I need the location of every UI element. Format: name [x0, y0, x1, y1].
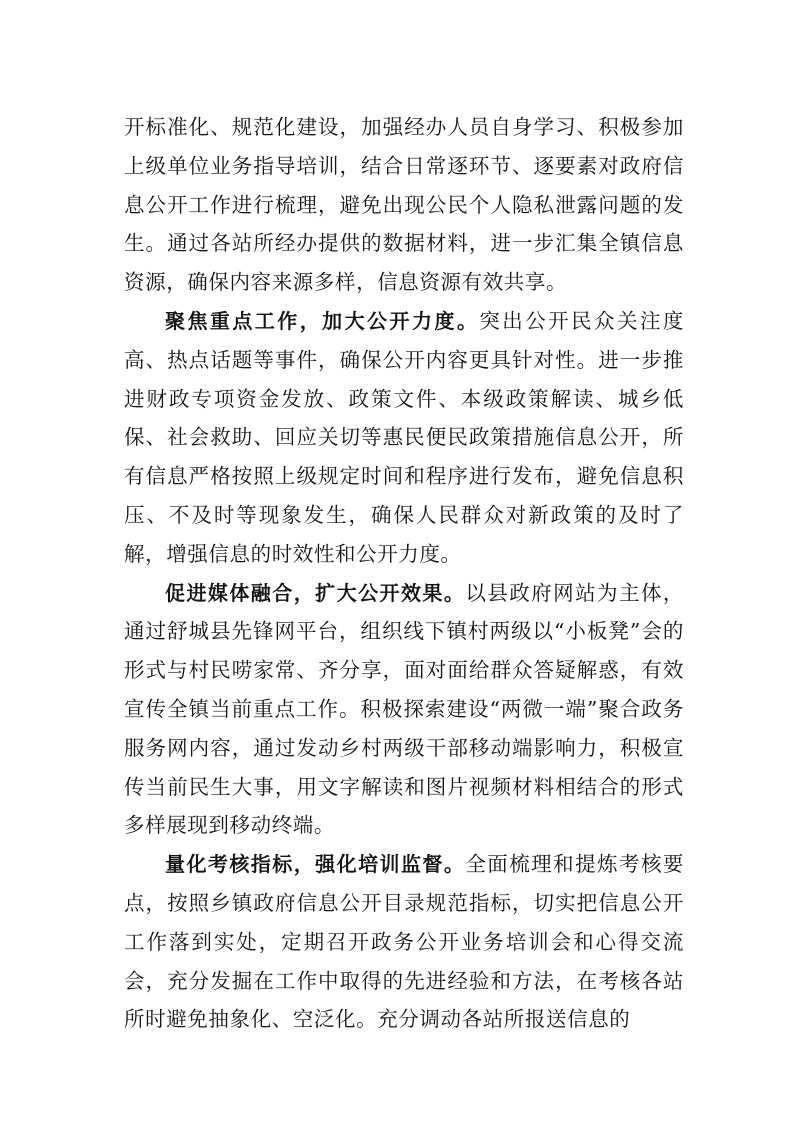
paragraph-media-integration	[124, 574, 684, 846]
paragraph-text: 突出公开民众关注度高、热点话题等事件，确保公开内容更具针对性。进一步推进财政专项资金发放、政策文件、本级政策解读、城乡低保、社会救助、回应关切等惠民便民政策措施信息公开，所有信息严格按照上级规定时间和程序进行发布，避免信息积压、不及时等现象发生，确保人民群众对新政策的及时了解，增强信息的时效性和公开力度。	[124, 308, 684, 566]
paragraph-continuation	[124, 108, 684, 302]
paragraph-text: 开标准化、规范化建设，加强经办人员自身学习、积极参加上级单位业务指导培训，结合日常逐环节、逐要素对政府信息公开工作进行梳理，避免出现公民个人隐私泄露问题的发生。通过各站所经办提供的数据材料，进一步汇集全镇信息资源，确保内容来源多样，信息资源有效共享。	[124, 115, 684, 295]
paragraph-text: 全面梳理和提炼考核要点，按照乡镇政府信息公开目录规范指标，切实把信息公开工作落到实处，定期召开政务公开业务培训会和心得交流会，充分发掘在工作中取得的先进经验和方法，在考核各站所时避免抽象化、空泛化。充分调动各站所报送信息的	[124, 852, 684, 1032]
paragraph-assessment-indicators	[124, 845, 684, 1039]
paragraph-text: 以县政府网站为主体，通过舒城县先锋网平台，组织线下镇村两级以“小板凳”会的形式与村民唠家常、齐分享，面对面给群众答疑解惑，有效宣传全镇当前重点工作。积极探索建设“两微一端”聚合政务服务网内容，通过发动乡村两级干部移动端影响力，积极宣传当前民生大事，用文字解读和图片视频材料相结合的形式多样展现到移动终端。	[124, 580, 684, 838]
paragraph-heading: 促进媒体融合，扩大公开效果。	[165, 580, 466, 605]
paragraph-heading: 量化考核指标，强化培训监督。	[165, 852, 466, 877]
paragraph-focus-key-work	[124, 302, 684, 574]
document-body	[124, 108, 684, 1039]
paragraph-heading: 聚焦重点工作，加大公开力度。	[165, 308, 480, 333]
